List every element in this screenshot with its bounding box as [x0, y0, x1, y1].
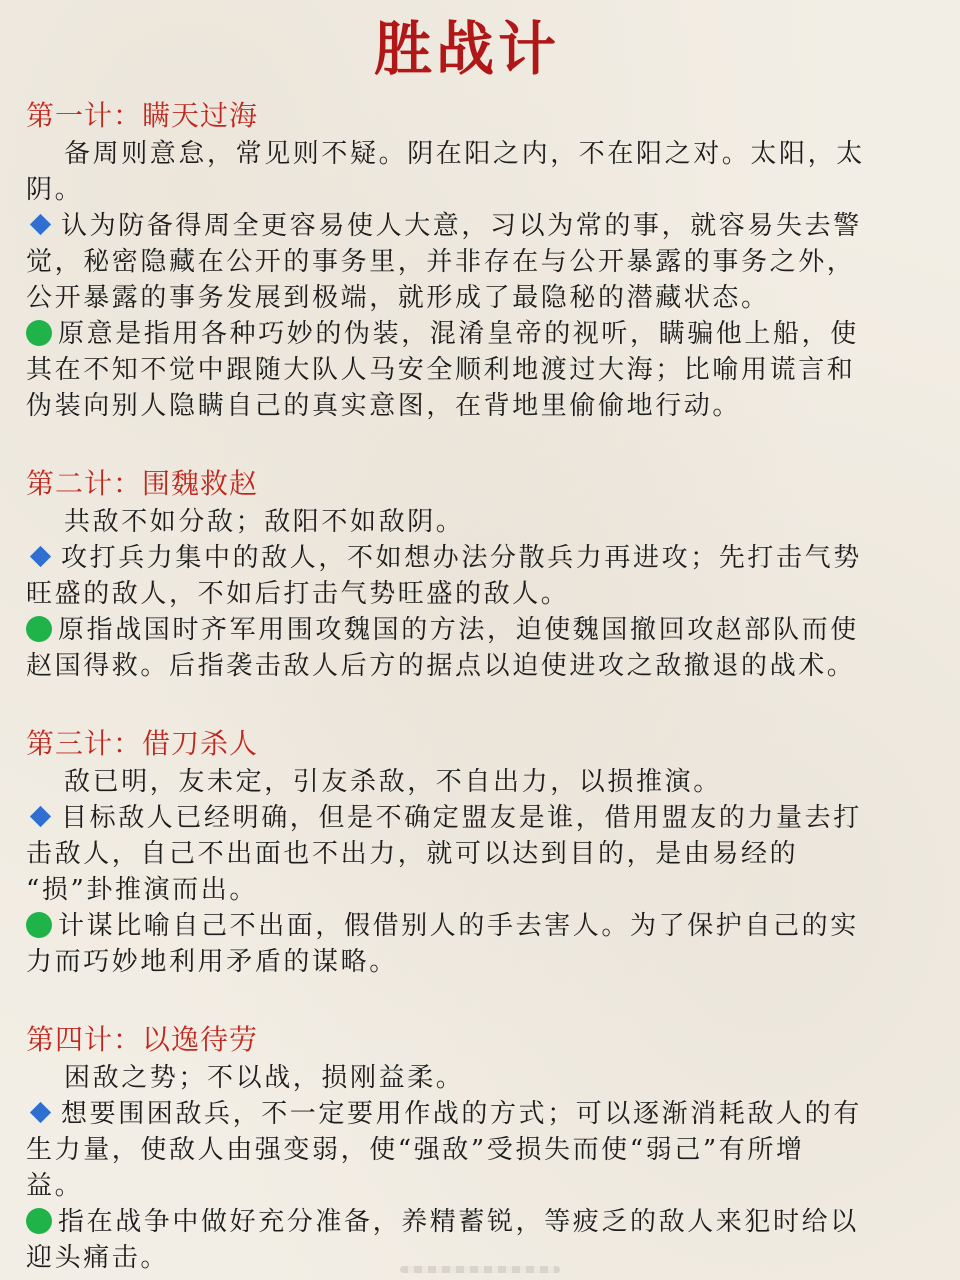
explanation-line — [26, 1132, 908, 1168]
meaning-line — [26, 316, 908, 352]
original-text-line: 敌已明，友未定，引友杀敌，不自出力，以损推演。 — [64, 767, 722, 797]
explanation-line — [26, 1168, 908, 1204]
stratagem-heading — [26, 1020, 908, 1060]
stratagem-number: 第二计： — [26, 467, 143, 500]
explanation-line — [26, 244, 908, 280]
explanation-line — [26, 540, 908, 576]
page-title: 胜战计 — [373, 15, 560, 83]
scroll-indicator — [400, 1266, 560, 1273]
blue-diamond-icon — [30, 805, 51, 826]
explanation-text: 旺盛的敌人，不如后打击气势旺盛的敌人。 — [26, 579, 570, 609]
meaning-line — [26, 388, 908, 424]
green-circle-icon — [26, 616, 52, 642]
explanation-text: 生力量，使敌人由强变弱，使“强敌”受损失而使“弱己”有所增 — [26, 1135, 805, 1165]
meaning-text: 原指战国时齐军用围攻魏国的方法，迫使魏国撤回攻赵部队而使 — [58, 615, 859, 645]
meaning-line — [26, 612, 908, 648]
stratagem-section — [26, 464, 908, 684]
meaning-text: 赵国得救。后指袭击敌人后方的据点以迫使进攻之敌撤退的战术。 — [26, 651, 856, 681]
stratagem-heading — [26, 96, 908, 136]
explanation-text: 攻打兵力集中的敌人，不如想办法分散兵力再进攻；先打击气势 — [61, 543, 862, 573]
blue-diamond-icon — [30, 1101, 51, 1122]
original-text-line: 备周则意怠，常见则不疑。阴在阳之内，不在阳之对。太阳，太 — [64, 139, 865, 169]
green-circle-icon — [26, 1208, 52, 1234]
stratagem-name: 以逸待劳 — [142, 1023, 259, 1056]
meaning-text: 计谋比喻自己不出面，假借别人的手去害人。为了保护自己的实 — [58, 911, 859, 941]
explanation-text: 公开暴露的事务发展到极端，就形成了最隐秘的潜藏状态。 — [26, 283, 770, 313]
explanation-text: 击敌人，自己不出面也不出力，就可以达到目的，是由易经的 — [26, 839, 799, 869]
stratagem-name: 借刀杀人 — [142, 727, 259, 760]
explanation-line — [26, 576, 908, 612]
explanation-text: “损”卦推演而出。 — [26, 875, 258, 905]
stratagem-section — [26, 724, 908, 980]
stratagem-name: 围魏救赵 — [142, 467, 259, 500]
green-circle-icon — [26, 320, 52, 346]
explanation-text: 觉，秘密隐藏在公开的事务里，并非存在与公开暴露的事务之外， — [26, 247, 856, 277]
stratagem-heading — [26, 724, 908, 764]
meaning-text: 力而巧妙地利用矛盾的谋略。 — [26, 947, 398, 977]
meaning-line — [26, 944, 908, 980]
explanation-text: 认为防备得周全更容易使人大意，习以为常的事，就容易失去警 — [61, 211, 862, 241]
meaning-line — [26, 352, 908, 388]
explanation-line — [26, 872, 908, 908]
blue-diamond-icon — [30, 545, 51, 566]
meaning-text: 迎头痛击。 — [26, 1243, 170, 1273]
stratagem-name: 瞒天过海 — [142, 99, 259, 132]
explanation-line — [26, 800, 908, 836]
explanation-text: 益。 — [26, 1171, 84, 1201]
stratagem-list — [26, 96, 908, 1276]
explanation-text: 想要围困敌兵，不一定要用作战的方式；可以逐渐消耗敌人的有 — [61, 1099, 862, 1129]
meaning-line — [26, 908, 908, 944]
explanation-line — [26, 280, 908, 316]
stratagem-section — [26, 1020, 908, 1276]
green-circle-icon — [26, 912, 52, 938]
original-text-line: 困敌之势；不以战，损刚益柔。 — [64, 1063, 465, 1093]
meaning-text: 原意是指用各种巧妙的伪装，混淆皇帝的视听，瞒骗他上船，使 — [58, 319, 859, 349]
meaning-text: 指在战争中做好充分准备，养精蓄锐，等疲乏的敌人来犯时给以 — [58, 1207, 859, 1237]
meaning-line — [26, 1204, 908, 1240]
meaning-line — [26, 648, 908, 684]
stratagem-heading — [26, 464, 908, 504]
stratagem-number: 第一计： — [26, 99, 143, 132]
blue-diamond-icon — [30, 213, 51, 234]
explanation-line — [26, 836, 908, 872]
meaning-text: 伪装向别人隐瞒自己的真实意图，在背地里偷偷地行动。 — [26, 391, 742, 421]
stratagem-number: 第三计： — [26, 727, 143, 760]
explanation-line — [26, 208, 908, 244]
original-text-line: 阴。 — [26, 175, 84, 205]
explanation-text: 目标敌人已经明确，但是不确定盟友是谁，借用盟友的力量去打 — [61, 803, 862, 833]
stratagem-number: 第四计： — [26, 1023, 143, 1056]
stratagem-section — [26, 96, 908, 424]
original-text-line: 共敌不如分敌；敌阳不如敌阴。 — [64, 507, 465, 537]
meaning-text: 其在不知不觉中跟随大队人马安全顺利地渡过大海；比喻用谎言和 — [26, 355, 856, 385]
explanation-line — [26, 1096, 908, 1132]
